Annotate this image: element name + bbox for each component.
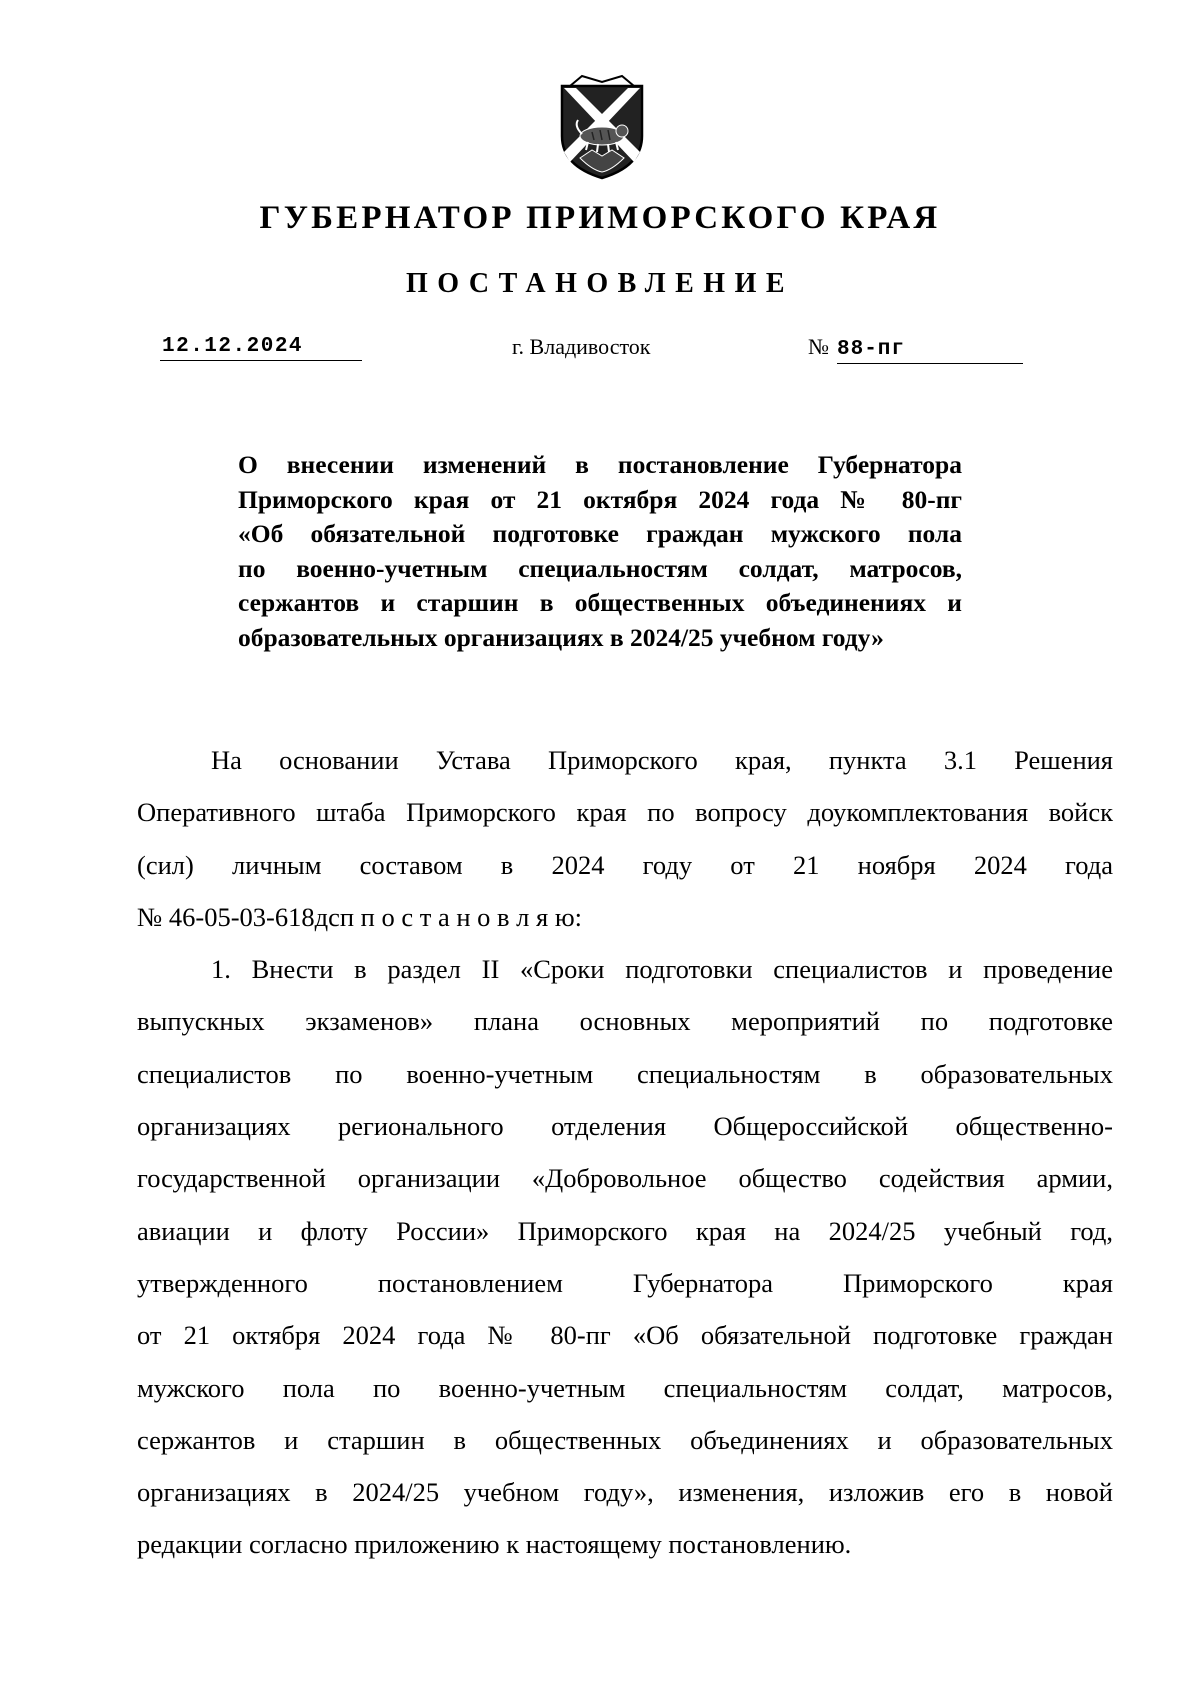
body-line: от 21 октября 2024 года № 80-пг «Об обязательной подготовке граждан	[137, 1320, 1113, 1351]
paragraph-preamble	[137, 734, 1113, 943]
number-sign: №	[808, 334, 829, 359]
document-type: ПОСТАНОВЛЕНИЕ	[405, 268, 795, 299]
body-line: авиации и флоту России» Приморского края на 2024/25 учебный год,	[137, 1215, 1113, 1246]
coat-of-arms-icon	[552, 74, 652, 180]
body-line: организациях регионального отделения Общероссийской общественно-	[137, 1111, 1113, 1142]
document-title	[238, 448, 962, 656]
document-date: 12.12.2024	[160, 334, 362, 361]
body-line: сержантов и старшин в общественных объединениях и образовательных	[137, 1424, 1113, 1455]
body-line: № 46-05-03-618дсп п о с т а н о в л я ю:	[137, 901, 582, 932]
body-line: (сил) личным составом в 2024 году от 21 ноября 2024 года	[137, 849, 1113, 880]
body-line: На основании Устава Приморского края, пункта 3.1 Решения	[211, 745, 1113, 775]
body-line: 1. Внести в раздел II «Сроки подготовки специалистов и проведение	[211, 954, 1113, 985]
document-meta-row	[0, 334, 1200, 374]
body-line: специалистов по военно-учетным специальностям в образовательных	[137, 1058, 1113, 1089]
issuing-authority: ГУБЕРНАТОР ПРИМОРСКОГО КРАЯ	[259, 200, 941, 236]
document-body	[137, 734, 1113, 1571]
title-line: сержантов и старшин в общественных объединениях и	[238, 588, 962, 618]
title-line: Приморского края от 21 октября 2024 года № 80-пг	[238, 484, 962, 514]
document-city: г. Владивосток	[512, 334, 651, 359]
body-line: редакции согласно приложению к настоящему постановлению.	[137, 1529, 852, 1560]
title-line: О внесении изменений в постановление Губернатора	[238, 450, 962, 479]
title-line: образовательных организациях в 2024/25 учебном году»	[238, 622, 884, 652]
body-line: мужского пола по военно-учетным специальностям солдат, матросов,	[137, 1372, 1113, 1403]
paragraph-item-1	[137, 943, 1113, 1571]
title-line: «Об обязательной подготовке граждан мужского пола	[238, 519, 962, 549]
body-line: выпускных экзаменов» плана основных мероприятий по подготовке	[137, 1006, 1113, 1037]
body-line: утвержденного постановлением Губернатора Приморского края	[137, 1267, 1113, 1298]
body-line: организациях в 2024/25 учебном году», изменения, изложив его в новой	[137, 1477, 1113, 1508]
number-value: 88-пг	[837, 337, 1023, 364]
title-line: по военно-учетным специальностям солдат, матросов,	[238, 553, 962, 583]
document-number	[808, 334, 1034, 364]
body-line: Оперативного штаба Приморского края по вопросу доукомплектования войск	[137, 797, 1113, 828]
body-line: государственной организации «Добровольное общество содействия армии,	[137, 1163, 1113, 1194]
